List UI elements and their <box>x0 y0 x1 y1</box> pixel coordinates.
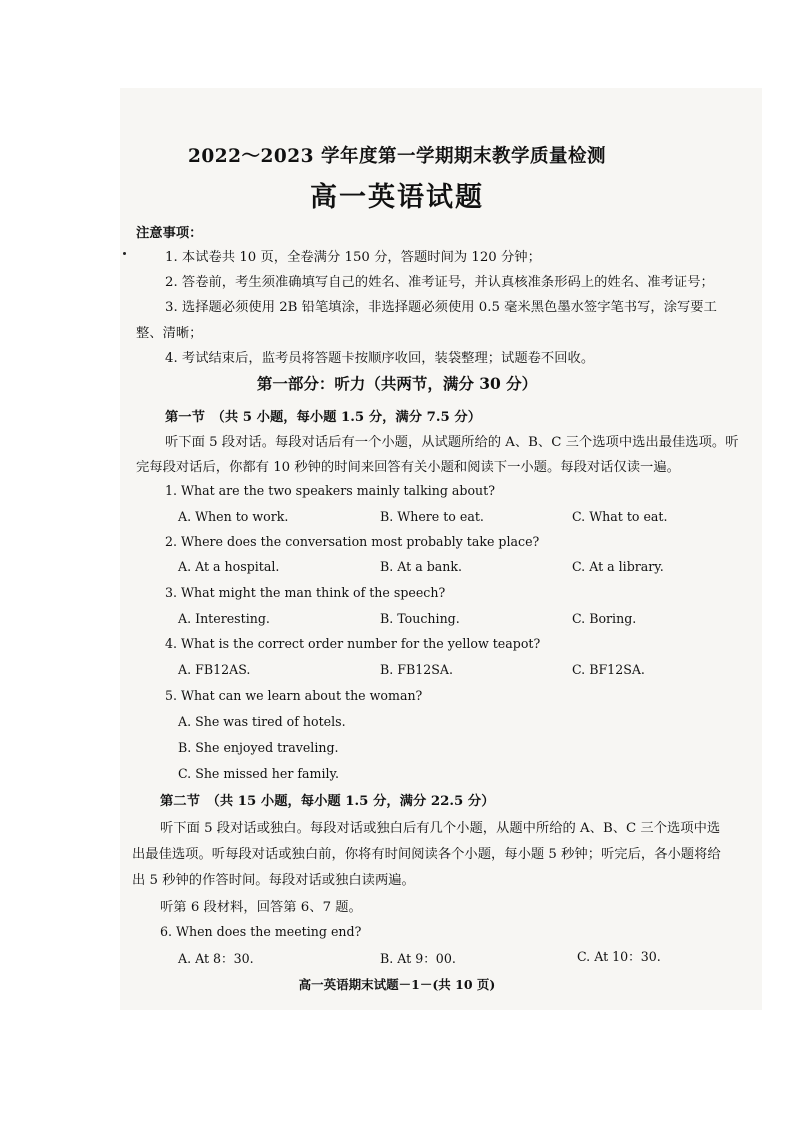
option-a: A. She was tired of hotels. <box>178 714 346 729</box>
option-b: B. At 9：00. <box>380 951 456 966</box>
section2-heading: 第二节 （共 15 小题，每小题 1.5 分，满分 22.5 分） <box>160 794 495 809</box>
note-item: 4. 考试结束后，监考员将答题卡按顺序收回，装袋整理；试题卷不回收。 <box>165 351 595 366</box>
option-c: C. At a library. <box>572 559 664 574</box>
page-title: 高一英语试题 <box>310 182 484 213</box>
note-item: 整、清晰； <box>136 326 203 341</box>
option-c: C. BF12SA. <box>572 662 645 677</box>
section1-instruction: 听下面 5 段对话。每段对话后有一个小题，从试题所给的 A、B、C 三个选项中选出最佳选项。听 <box>165 435 739 450</box>
option-a: A. At a hospital. <box>178 559 280 574</box>
option-a: A. Interesting. <box>178 611 270 626</box>
question-stem: 3. What might the man think of the speech? <box>165 585 446 600</box>
option-c: C. She missed her family. <box>178 766 339 781</box>
option-b: B. She enjoyed traveling. <box>178 740 339 755</box>
question-stem: 6. When does the meeting end? <box>160 924 362 939</box>
material-note: 听第 6 段材料，回答第 6、7 题。 <box>160 900 362 915</box>
section1-instruction: 完每段对话后，你都有 10 秒钟的时间来回答有关小题和阅读下一小题。每段对话仅读一遍。 <box>136 460 680 475</box>
exam-name: 2022～2023 学年度第一学期期末教学质量检测 <box>188 146 606 167</box>
section2-instruction: 出 5 秒钟的作答时间。每段对话或独白读两遍。 <box>132 873 415 888</box>
section2-instruction: 出最佳选项。听每段对话或独白前，你将有时间阅读各个小题，每小题 5 秒钟；听完后，各小题将给 <box>132 847 721 862</box>
option-b: B. Touching. <box>380 611 460 626</box>
option-c: C. At 10：30. <box>577 949 661 964</box>
margin-dot <box>123 252 126 255</box>
option-c: C. What to eat. <box>572 509 668 524</box>
question-stem: 2. Where does the conversation most probably take place? <box>165 534 540 549</box>
note-item: 3. 选择题必须使用 2B 铅笔填涂，非选择题必须使用 0.5 毫米黑色墨水签字笔书写，涂写要工 <box>165 300 717 315</box>
question-stem: 4. What is the correct order number for the yellow teapot? <box>165 636 541 651</box>
option-b: B. FB12SA. <box>380 662 454 677</box>
option-a: A. When to work. <box>178 509 289 524</box>
page-footer: 高一英语期末试题－1－(共 10 页) <box>298 977 496 992</box>
question-stem: 1. What are the two speakers mainly talking about? <box>165 483 495 498</box>
part1-heading: 第一部分：听力（共两节，满分 30 分） <box>256 374 538 393</box>
option-a: A. At 8：30. <box>178 951 254 966</box>
option-a: A. FB12AS. <box>178 662 251 677</box>
option-c: C. Boring. <box>572 611 637 626</box>
question-stem: 5. What can we learn about the woman? <box>165 688 423 703</box>
section2-instruction: 听下面 5 段对话或独白。每段对话或独白后有几个小题，从题中所给的 A、B、C 三个选项中选 <box>160 821 721 836</box>
section1-heading: 第一节 （共 5 小题，每小题 1.5 分，满分 7.5 分） <box>165 410 481 425</box>
notes-heading: 注意事项： <box>136 226 203 241</box>
option-b: B. At a bank. <box>380 559 463 574</box>
note-item: 1. 本试卷共 10 页，全卷满分 150 分，答题时间为 120 分钟； <box>165 250 541 265</box>
note-item: 2. 答卷前，考生须准确填写自己的姓名、准考证号，并认真核准条形码上的姓名、准考证号； <box>165 275 714 290</box>
option-b: B. Where to eat. <box>380 509 484 524</box>
